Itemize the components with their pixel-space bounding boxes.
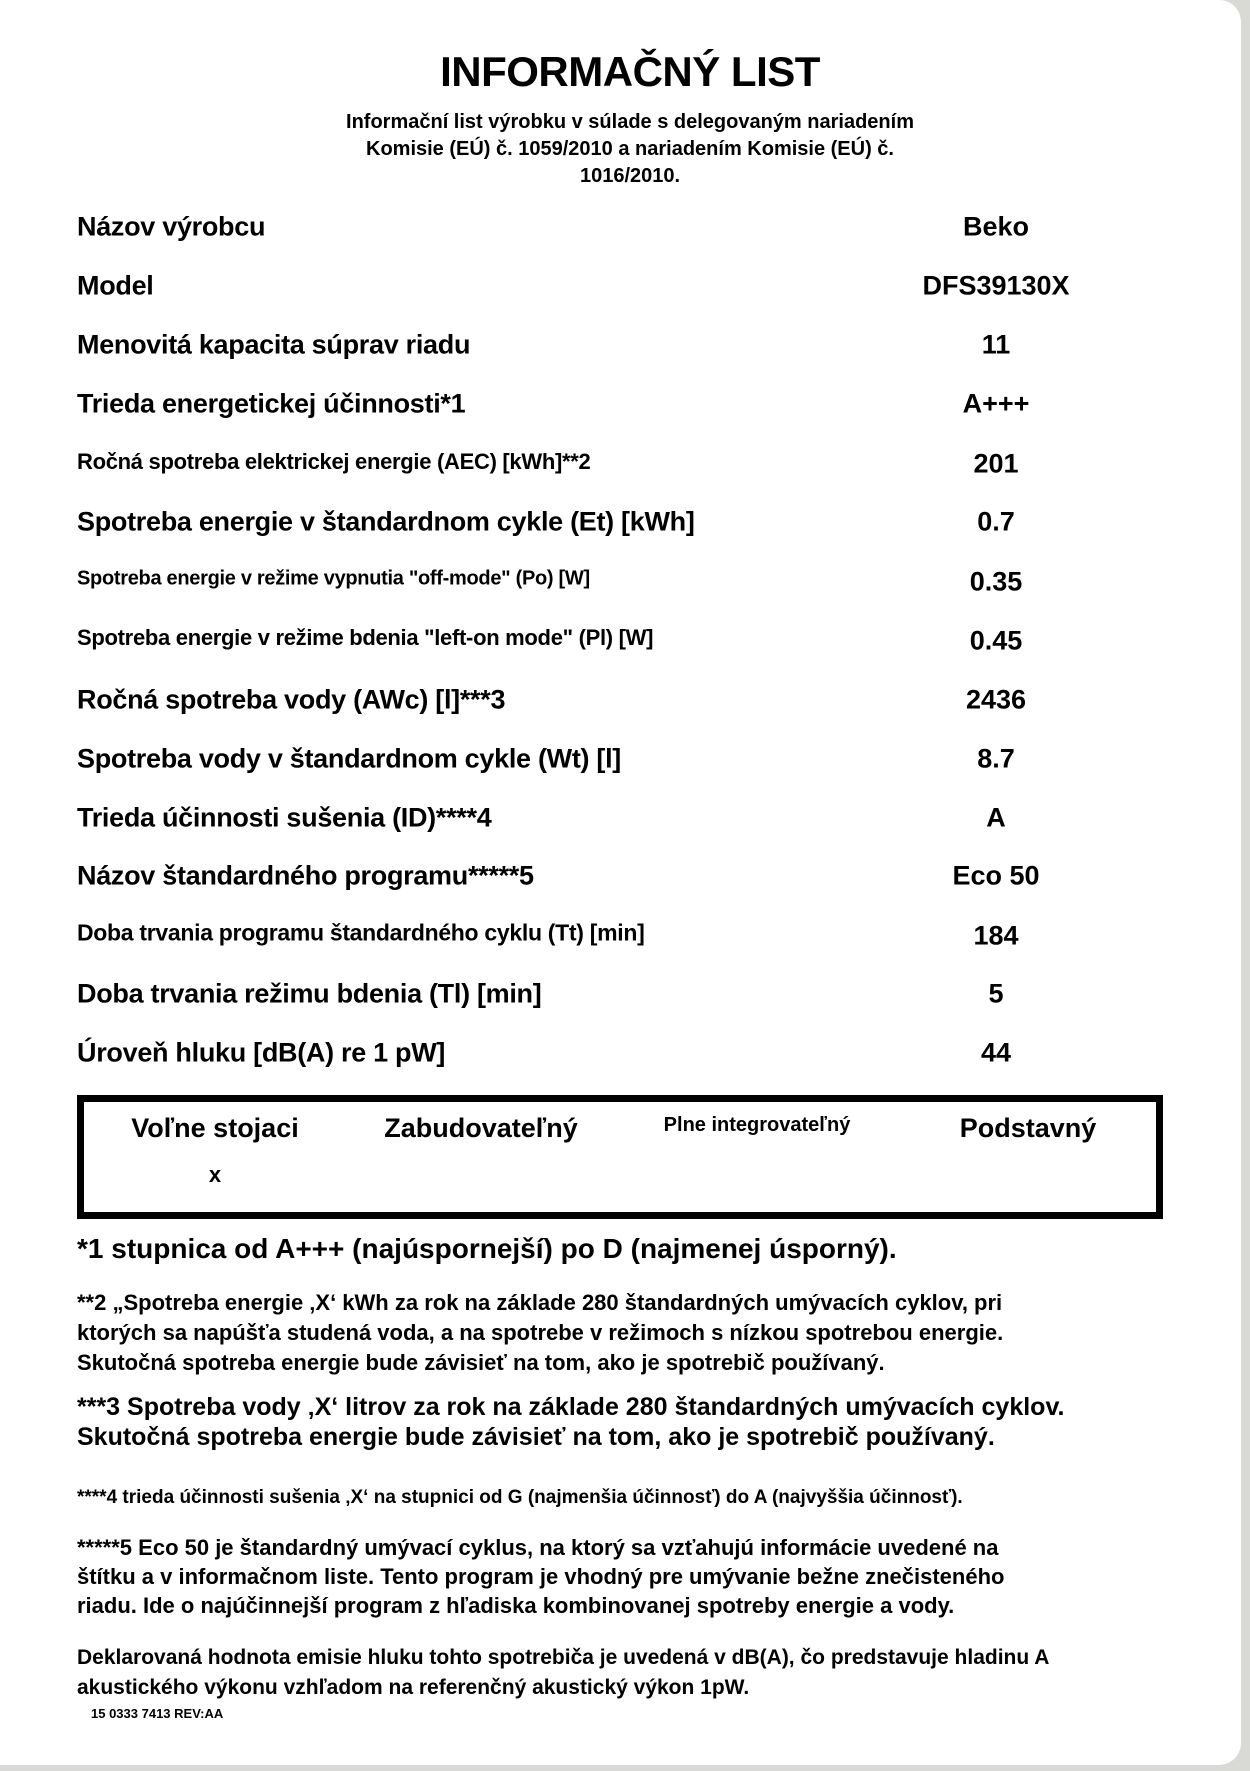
noise-declaration-line: akustického výkonu vzhľadom na referenčný akustický výkon 1pW.	[77, 1676, 750, 1699]
spec-row-manufacturer	[0, 211, 1241, 267]
subtitle-line: 1016/2010.	[579, 165, 681, 187]
spec-row-et	[0, 506, 1241, 562]
spec-label: Spotreba vody v štandardnom cykle (Wt) [l]	[77, 743, 621, 774]
spec-value: 0.45	[969, 625, 1023, 656]
spec-value: 184	[973, 920, 1019, 951]
spec-value: A+++	[962, 388, 1030, 419]
spec-row-aec	[0, 448, 1241, 502]
spec-row-model	[0, 270, 1241, 326]
footnote-2-line: ktorých sa napúšťa studená voda, a na spotrebe v režimoch s nízkou spotrebou energie.	[77, 1320, 1004, 1345]
footnote-5-line: riadu. Ide o najúčinnejší program z hľadiska kombinovanej spotreby energie a vody.	[77, 1593, 955, 1618]
spec-row-left-on	[0, 625, 1241, 678]
spec-label: Spotreba energie v štandardnom cykle (Et) [kWh]	[77, 506, 695, 537]
spec-row-program-duration	[0, 919, 1241, 973]
selected-mark: x	[208, 1162, 222, 1187]
spec-label: Názov štandardného programu*****5	[77, 860, 534, 891]
subtitle-line: Informační list výrobku v súlade s delegovaným nariadením	[346, 111, 914, 133]
footnote-2-line: Skutočná spotreba energie bude závisieť na tom, ako je spotrebič používaný.	[77, 1350, 885, 1375]
spec-value: 0.7	[977, 506, 1015, 537]
footnote-5-line: štítku a v informačnom liste. Tento program je vhodný pre umývanie bežne znečisteného	[77, 1564, 1005, 1589]
noise-declaration-line: Deklarovaná hodnota emisie hluku tohto spotrebiča je uvedená v dB(A), čo predstavuje hladinu A	[77, 1646, 1050, 1669]
spec-row-noise	[0, 1037, 1241, 1093]
installation-option-built-in: Zabudovateľný	[384, 1113, 578, 1143]
installation-option-pedestal: Podstavný	[959, 1113, 1097, 1143]
spec-label: Ročná spotreba elektrickej energie (AEC) [kWh]**2	[77, 449, 591, 474]
spec-label: Menovitá kapacita súprav riadu	[77, 329, 471, 360]
spec-label: Doba trvania režimu bdenia (Tl) [min]	[77, 978, 542, 1009]
footnote-1: *1 stupnica od A+++ (najúspornejší) po D (najmenej úsporný).	[77, 1233, 897, 1264]
spec-value: DFS39130X	[922, 270, 1070, 301]
footnote-3-line: Skutočná spotreba energie bude závisieť na tom, ako je spotrebič používaný.	[77, 1423, 995, 1451]
spec-label: Ročná spotreba vody (AWc) [l]***3	[77, 684, 506, 715]
footnote-3-line: ***3 Spotreba vody ‚X‘ litrov za rok na základe 280 štandardných umývacích cyklov.	[77, 1393, 1065, 1421]
spec-value: 8.7	[977, 743, 1015, 774]
spec-value: 11	[981, 329, 1011, 360]
spec-label: Doba trvania programu štandardného cyklu (Tt) [min]	[77, 919, 645, 946]
spec-row-water-annual	[0, 684, 1241, 740]
subtitle-line: Komisie (EÚ) č. 1059/2010 a nariadením Komisie (EÚ) č.	[366, 138, 894, 160]
document-code: 15 0333 7413 REV:AA	[91, 1706, 224, 1721]
spec-row-energy-class	[0, 388, 1241, 444]
spec-value: Eco 50	[952, 860, 1040, 891]
footnote-2-line: **2 „Spotreba energie ‚X‘ kWh za rok na základe 280 štandardných umývacích cyklov, pri	[77, 1290, 1003, 1315]
spec-label: Úroveň hluku [dB(A) re 1 pW]	[77, 1037, 446, 1068]
spec-row-off-mode	[0, 566, 1241, 619]
spec-label: Spotreba energie v režime vypnutia "off-mode" (Po) [W]	[77, 567, 590, 590]
spec-row-program	[0, 860, 1241, 916]
spec-value: 44	[980, 1037, 1012, 1068]
spec-value: A	[986, 802, 1006, 833]
spec-row-drying-class	[0, 802, 1241, 858]
spec-value: 5	[988, 978, 1004, 1009]
spec-label: Model	[77, 270, 154, 301]
installation-option-fully-integrated: Plne integrovateľný	[663, 1114, 851, 1136]
spec-value: 2436	[965, 684, 1027, 715]
spec-label: Trieda energetickej účinnosti*1	[77, 388, 466, 419]
spec-value: Beko	[962, 211, 1030, 242]
page-title: INFORMAČNÝ LIST	[440, 48, 820, 95]
spec-label: Trieda účinnosti sušenia (ID)****4	[77, 802, 492, 833]
spec-label: Spotreba energie v režime bdenia "left-on mode" (Pl) [W]	[77, 625, 654, 650]
installation-option-freestanding: Voľne stojaci	[131, 1113, 299, 1143]
spec-value: 0.35	[969, 566, 1023, 597]
spec-row-capacity	[0, 329, 1241, 385]
footnote-5-line: *****5 Eco 50 je štandardný umývací cyklus, na ktorý sa vzťahujú informácie uvedené na	[77, 1535, 999, 1560]
spec-row-left-on-duration	[0, 978, 1241, 1034]
spec-row-water-cycle	[0, 743, 1241, 799]
footnote-4: ****4 trieda účinnosti sušenia ‚X‘ na stupnici od G (najmenšia účinnosť) do A (najvyššia účinnosť).	[77, 1487, 963, 1508]
spec-value: 201	[973, 448, 1019, 479]
spec-label: Názov výrobcu	[77, 211, 266, 242]
